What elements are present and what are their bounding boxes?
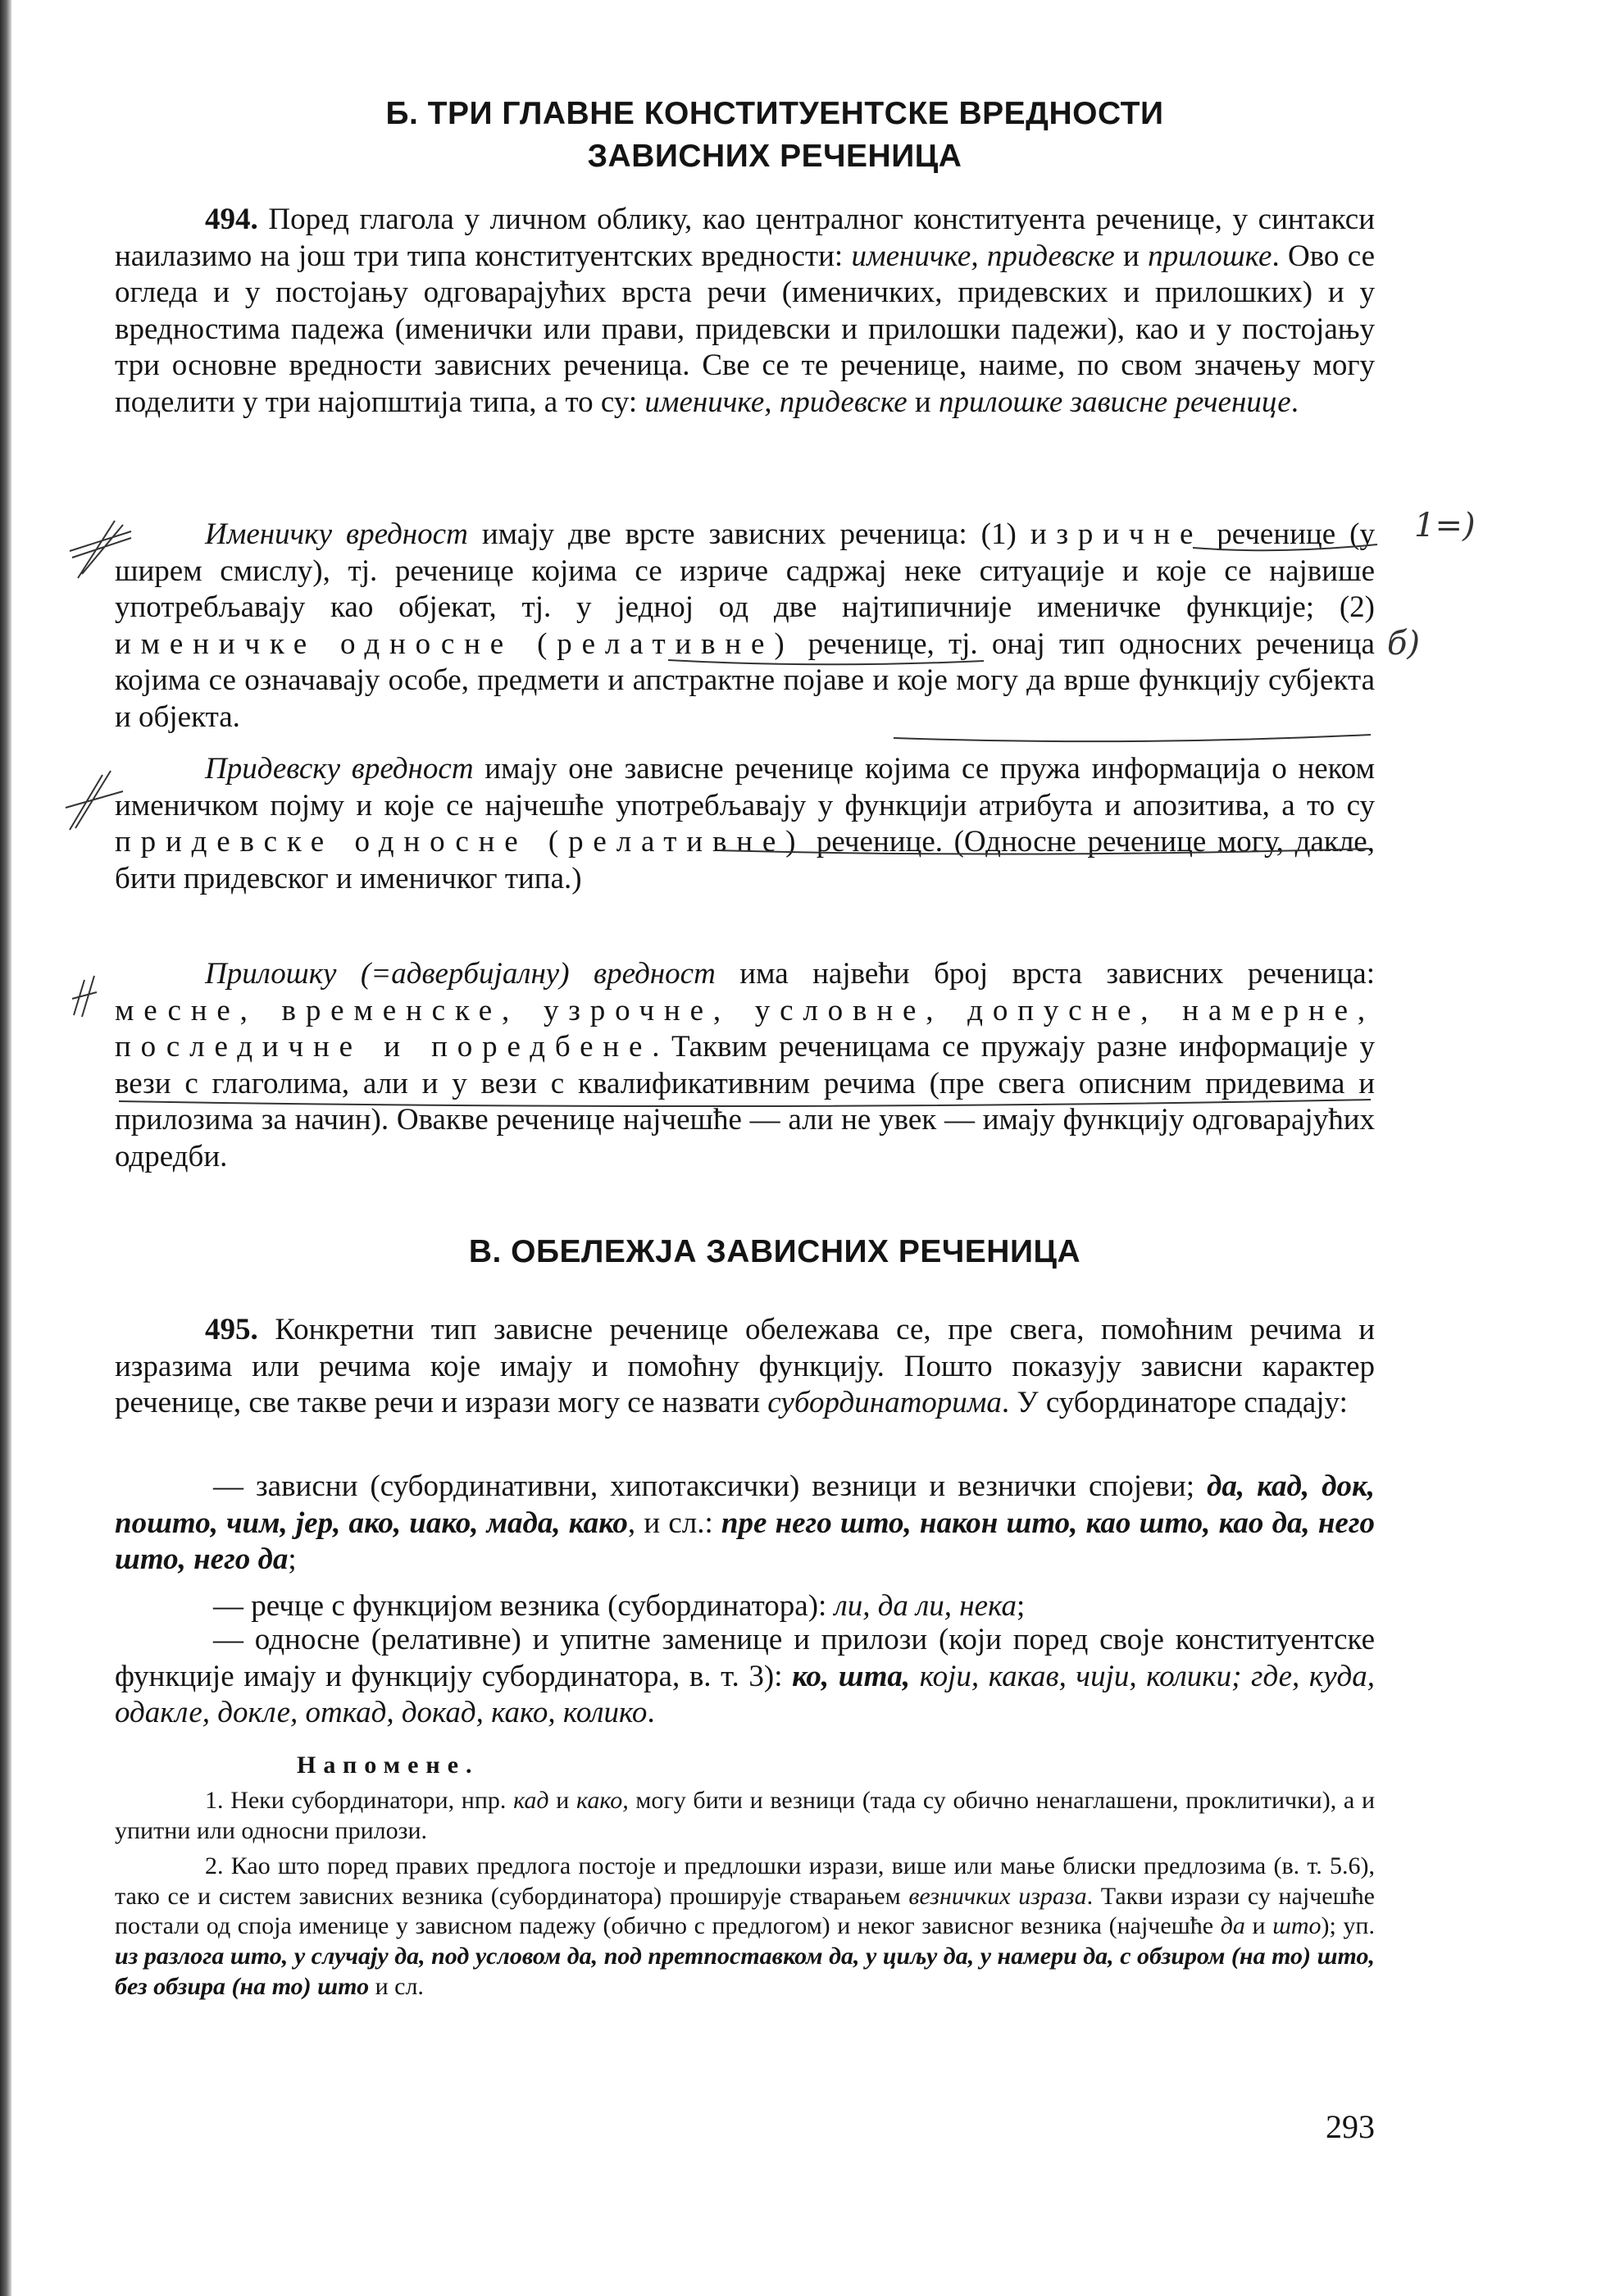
page-number: 293	[1326, 2108, 1375, 2145]
list-item-pronouns	[115, 1622, 1375, 1732]
text-run-normal: могу бити и везници (тада су обично ненаглашени, проклитички), а и упитни или односни прилози.	[115, 1787, 1375, 1844]
notes-title: Напомене.	[297, 1752, 480, 1779]
text-run-normal: реченице (у ширем смислу), тј. реченице којима се изриче садржај неке ситуације и које се највише употребљавају као објекат, тј. у једној од две најтипичније именичке функције; (2)	[115, 517, 1375, 624]
text-run-normal: . У субординаторе спадају:	[1001, 1386, 1348, 1419]
text-run-bold-italic: из разлога што, у случају да, под условом да, под претпоставком да, у циљу да, у намери да, с обзиром (на то) што, без обзира (на то) што	[115, 1943, 1375, 2000]
paragraph-495	[115, 1312, 1375, 1422]
text-run-bold: 494.	[205, 203, 258, 236]
list-item-conjunctions	[115, 1469, 1375, 1578]
section-heading-b-line2: ЗАВИСНИХ РЕЧЕНИЦА	[587, 139, 962, 174]
text-run-normal: 1. Неки субординатори, нпр.	[205, 1787, 514, 1814]
text-run-italic: што	[1272, 1912, 1322, 1940]
text-run-normal: Конкретни тип зависне реченице обележава се, пре свега, помоћним речима и изразима или речима које имају и помоћну функцију. Пошто показују зависни карактер реченице, све такве речи и изрази могу се назвати	[115, 1313, 1375, 1419]
text-run-normal: реченице. (Односне реченице могу, дакле, бити придевског и именичког типа.)	[115, 825, 1375, 895]
scan-binding-shadow	[0, 0, 11, 2296]
text-run-bold-italic: ко, шта,	[792, 1659, 911, 1693]
text-run-normal: ); уп.	[1321, 1912, 1375, 1940]
text-run-normal: имају оне зависне реченице којима се пружа информација о неком именичком појму и које се најчешће употребљавају у функцији атрибута и апозитива, а то су	[115, 752, 1375, 822]
text-run-normal: .	[647, 1696, 655, 1729]
paragraph-adverbial-value	[115, 956, 1375, 1175]
text-run-normal: и	[907, 385, 939, 419]
text-run-italic: именичке, придевске	[851, 239, 1115, 273]
text-run-spaced: придевске односне (релативне)	[115, 825, 806, 859]
text-run-spaced: изричне	[1030, 517, 1203, 551]
text-run-normal: Поред глагола у личном облику, као централног конституента реченице, у синтакси наилазимо на још три типа конституентских вредности:	[115, 203, 1375, 273]
text-run-normal: има највећи број врста зависних реченица:	[715, 957, 1375, 991]
handwritten-note-1: 1=)	[1414, 507, 1476, 544]
text-run-normal: 2. Као што поред правих предлога постоје и предлошки изрази, више или мање блиски предлозима (в. т. 5.6), тако се и систем зависних везника (субординатора) проширује стварањем	[115, 1852, 1375, 1910]
underline-funkciju	[894, 735, 1371, 741]
text-run-italic: ли, да ли, нека	[834, 1589, 1017, 1623]
text-run-italic: именичке, придевске	[644, 385, 908, 419]
section-heading-v: В. ОБЕЛЕЖЈА ЗАВИСНИХ РЕЧЕНИЦА	[468, 1234, 1081, 1269]
text-run-normal: — зависни (субординативни, хипотаксички) везници и везнички спојеви;	[213, 1469, 1208, 1503]
handwritten-note-2: б)	[1387, 625, 1421, 663]
text-run-spaced: месне, временске, узрочне, условне, допусне, намерне, последичне и поредбене	[115, 993, 1375, 1064]
text-run-italic: кад	[513, 1787, 549, 1814]
paragraph-494	[115, 202, 1375, 421]
text-run-italic: прилошке	[1148, 239, 1272, 273]
text-run-normal: . Такви изрази су најчешће постали од споја именице у зависном падежу (обично с предлогом) и неког зависног везника (најчешће	[115, 1882, 1375, 1940]
text-run-bold: 495.	[205, 1313, 258, 1346]
section-heading-b	[115, 93, 1435, 178]
text-run-italic: Придевску вредност	[205, 752, 474, 786]
text-run-normal: реченице, тј. онај тип односних реченица којима се означавају особе, предмети и апстрактне појаве и које могу да врше функцију субјекта и објекта.	[115, 626, 1375, 734]
note-1	[115, 1786, 1375, 1846]
paragraph-adjectival-value	[115, 751, 1375, 897]
text-run-normal: , и сл.:	[627, 1506, 721, 1540]
margin-mark-adverbial	[72, 976, 97, 1017]
text-run-normal: — односне (релативне) и упитне заменице и прилози (који поред своје конституентске функције имају и функцију субординатора, в. т. 3):	[115, 1623, 1375, 1693]
text-run-normal: и	[1114, 239, 1149, 273]
text-run-normal: и	[548, 1787, 577, 1814]
text-run-italic: Прилошку (=адвербијалну) вредност	[205, 957, 716, 991]
text-run-normal: . Таквим реченицама се пружају разне информације у вези с глаголима, али и у вези с квалификативним речима (пре свега описним придевима и прилозима за начин). Овакве реченице најчешће — али не увек — имају функцију одговарајућих одредби.	[115, 1030, 1375, 1173]
list-item-particles	[115, 1588, 1375, 1625]
text-run-italic: везничких израза	[908, 1882, 1087, 1910]
text-run-italic: како,	[576, 1787, 629, 1814]
text-run-normal: ;	[1016, 1589, 1026, 1623]
text-run-italic: који, какав, чији, колики; где, куда, одакле, докле, откад, докад, како, колико	[115, 1659, 1375, 1729]
text-run-spaced: именичке односне (релативне)	[115, 626, 794, 661]
text-run-normal: ;	[288, 1542, 297, 1576]
text-run-normal: и	[1244, 1912, 1273, 1940]
note-2	[115, 1852, 1375, 2002]
text-run-bold-italic: да, кад, док, пошто, чим, јер, ако, иако, мада, како	[115, 1469, 1376, 1540]
paragraph-nominal-value	[115, 517, 1375, 736]
text-run-normal: и сл.	[369, 1972, 424, 2000]
text-run-italic: Именичку вредност	[205, 517, 468, 551]
text-run-normal: — речце с функцијом везника (субординатора):	[213, 1589, 835, 1623]
text-run-italic: да	[1220, 1912, 1245, 1940]
section-heading-b-line1: Б. ТРИ ГЛАВНЕ КОНСТИТУЕНТСКЕ ВРЕДНОСТИ	[385, 96, 1164, 131]
text-run-italic: прилошке зависне реченице	[938, 385, 1291, 419]
text-run-italic: субординаторима	[767, 1386, 1002, 1419]
text-run-bold-italic: пре него што, након што, као што, као да, него што, него да	[115, 1506, 1376, 1576]
text-run-normal: . Ово се огледа и у постојању одговарајућих врста речи (именичких, придевских и прилошких) и у вредностима падежа (именички или прави, придевски и прилошки падежи), као и у постојању три основне вредности зависних реченица. Све се те реченице, наиме, по свом значењу могу поделити у три најопштија типа, а то су:	[115, 239, 1375, 419]
text-run-normal: .	[1290, 385, 1299, 419]
text-run-normal: имају две врсте зависних реченица: (1)	[467, 517, 1030, 551]
